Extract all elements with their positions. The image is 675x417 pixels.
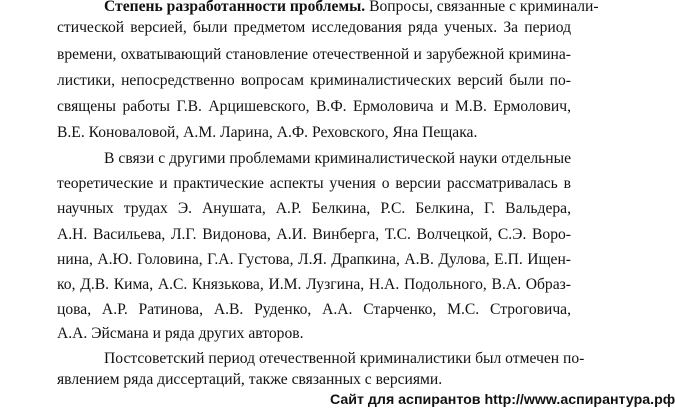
- paragraph-2-line-1: В связи с другими проблемами криминалистической науки отдельные: [104, 150, 571, 167]
- paragraph-1-line-5: священы работы Г.В. Арцишевского, В.Ф. Ермоловича и М.В. Ермолович,: [57, 98, 571, 115]
- paragraph-2-line-8: А.А. Эйсмана и ряда других авторов.: [57, 325, 304, 342]
- paragraph-1-line-6: В.Е. Коноваловой, А.М. Ларина, А.Ф. Реховского, Яна Пещака.: [57, 124, 478, 141]
- paragraph-1-line-4: листики, непосредственно вопросам криминалистических версий были по-: [57, 72, 571, 89]
- paragraph-2-line-3: научных трудах Э. Анушата, А.Р. Белкина, Р.С. Белкина, Г. Вальдера,: [57, 200, 571, 217]
- section-heading: Степень разработанности проблемы.: [104, 0, 366, 15]
- line-text: Вопросы, связанные с криминали-: [365, 0, 599, 15]
- footer-site-link[interactable]: http://www.аспирантура.рф: [484, 392, 675, 408]
- paragraph-3-line-1: Постсоветский период отечественной криминалистики был отмечен по-: [104, 350, 585, 367]
- footer-label: Сайт для аспирантов: [330, 392, 485, 408]
- paragraph-2-line-5: нина, А.Ю. Головина, Г.А. Густова, Л.Я. Драпкина, А.В. Дулова, Е.П. Ищен-: [57, 251, 571, 268]
- paragraph-2-line-7: цова, А.Р. Ратинова, А.В. Руденко, А.А. Старченко, М.С. Строговича,: [57, 301, 571, 318]
- site-footer: [330, 390, 675, 410]
- paragraph-2-line-2: теоретические и практические аспекты учения о версии рассматривалась в: [57, 175, 571, 192]
- paragraph-3-line-2: явлением ряда диссертаций, также связанных с версиями.: [57, 371, 443, 388]
- paragraph-2-line-4: А.Н. Васильева, Л.Г. Видонова, А.И. Винберга, Т.С. Волчецкой, С.Э. Воро-: [57, 226, 571, 243]
- paragraph-1-line-1: [104, 0, 599, 17]
- paragraph-1-line-2: стической версией, были предметом исследования ряда ученых. За период: [57, 19, 571, 36]
- paragraph-2-line-6: ко, Д.В. Кима, А.С. Князькова, И.М. Лузгина, Н.А. Подольного, В.А. Образ-: [57, 276, 571, 293]
- paragraph-1-line-3: времени, охватывающий становление отечественной и зарубежной кримина-: [57, 46, 571, 63]
